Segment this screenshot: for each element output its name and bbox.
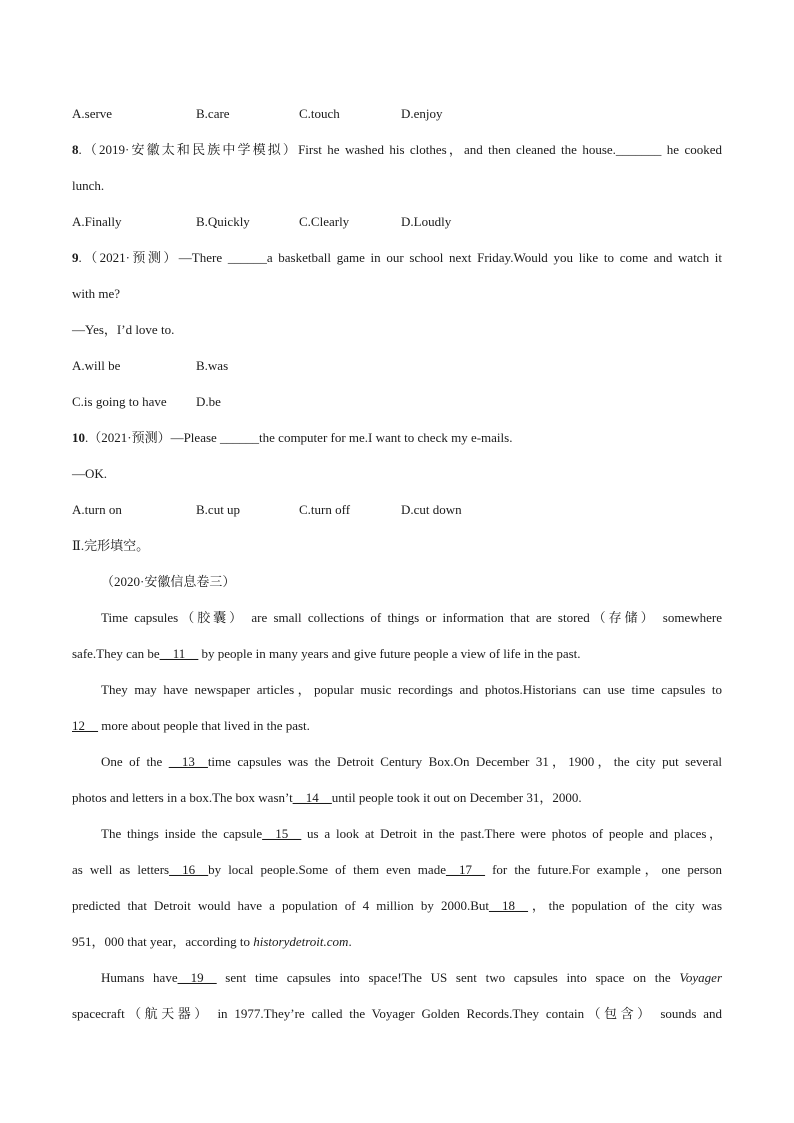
passage-text: One of the [101,754,169,769]
passage-text: as well as letters [72,862,170,877]
passage-p3-line1 [72,754,722,770]
passage-p2-line2 [72,718,310,734]
website-reference: historydetroit.com [253,934,349,949]
q7-option-d: D.enjoy [401,106,443,121]
passage-text: 951，000 that year，according to [72,934,254,949]
q10-text: .（2021·预测）—Please [85,430,221,445]
passage-p4-line1 [72,826,722,842]
q9-stem [72,250,722,266]
q10-option-b: B.cut up [196,502,241,517]
passage-source: （2020·安徽信息卷三） [101,574,236,589]
q7-option-b: B.care [196,106,230,121]
passage-p1-line2 [72,646,581,662]
passage-text: Humans have [101,970,178,985]
q10-option-d: D.cut down [401,502,462,517]
q10-option-a: A.turn on [72,502,122,517]
blank-16: __16__ [169,862,209,877]
blank-18: __18__ [488,898,528,913]
section-heading: Ⅱ.完形填空。 [72,538,150,553]
q7-option-c: C.touch [299,106,340,121]
passage-text: predicted that Detroit would have a population of 4 million by 2000.But [72,898,489,913]
q10-blank: ______ [220,430,260,445]
q8-option-d: D.Loudly [401,214,452,229]
q9-option-c: C.is going to have [72,394,167,409]
q9-stem-line2: with me? [72,286,121,301]
passage-text: safe.They can be [72,646,160,661]
passage-text: photos and letters in a box.The box wasn’t [72,790,293,805]
q9-text-end: a basketball game in our school next Friday.Would you like to come and watch it [266,250,723,265]
passage-text: by people in many years and give future people a view of life in the past. [198,646,581,661]
passage-p4-line4 [72,934,352,950]
passage-text: sent time capsules into space!The US sent two capsules into space on the [216,970,680,985]
blank-17: __17__ [445,862,485,877]
q8-option-b: B.Quickly [196,214,250,229]
passage-text: . [348,934,352,949]
q8-stem [72,142,722,158]
q8-option-c: C.Clearly [299,214,350,229]
q9-text: .（2021·预测）—There [78,250,228,265]
q8-number: 8 [72,142,79,157]
passage-text: by local people.Some of them even made [208,862,446,877]
passage-p2-line1: They may have newspaper articles，popular music recordings and photos.Historians can use time capsules to [101,682,722,697]
q9-blank: ______ [227,250,267,265]
q7-option-a: A.serve [72,106,113,121]
q9-reply: —Yes，I’d love to. [72,322,175,337]
passage-p5-line2: spacecraft（航天器） in 1977.They’re called the Voyager Golden Records.They contain（包含） sounds and [72,1006,722,1021]
q8-text: .（2019·安徽太和民族中学模拟）First he washed his clothes，and then cleaned the house. [78,142,616,157]
q10-text-end: the computer for me.I want to check my e-mails. [259,430,513,445]
passage-text: ，the population of the city was [527,898,723,913]
passage-text: us a look at Detroit in the past.There were photos of people and places， [301,826,722,841]
voyager-italic: Voyager [679,970,723,985]
q10-reply: —OK. [72,466,108,481]
blank-13: __13__ [168,754,208,769]
q9-number: 9 [72,250,79,265]
q8-option-a: A.Finally [72,214,122,229]
passage-p1-line1: Time capsules（胶囊） are small collections of things or information that are stored（存储） somewhere [101,610,722,625]
q8-text-end: he cooked [661,142,723,157]
passage-text: for the future.For example，one person [484,862,722,877]
q10-stem [72,430,512,446]
q9-option-a: A.will be [72,358,121,373]
q10-number: 10 [72,430,85,445]
passage-p3-line2 [72,790,582,806]
q9-option-d: D.be [196,394,221,409]
passage-text: more about people that lived in the past. [98,718,310,733]
passage-text: time capsules was the Detroit Century Box.On December 31，1900，the city put several [207,754,722,769]
blank-12: 12__ [72,718,98,733]
passage-p5-line1 [72,970,722,986]
q10-option-c: C.turn off [299,502,351,517]
q8-stem-line2: lunch. [72,178,105,193]
passage-p4-line3 [72,898,722,914]
blank-15: __15__ [262,826,302,841]
q8-blank: _______ [615,142,662,157]
passage-text: The things inside the capsule [101,826,263,841]
blank-19: __19__ [177,970,217,985]
q9-option-b: B.was [196,358,229,373]
blank-11: __11__ [159,646,199,661]
passage-text: until people took it out on December 31，2000. [331,790,582,805]
passage-p4-line2 [72,862,722,878]
blank-14: __14__ [292,790,332,805]
